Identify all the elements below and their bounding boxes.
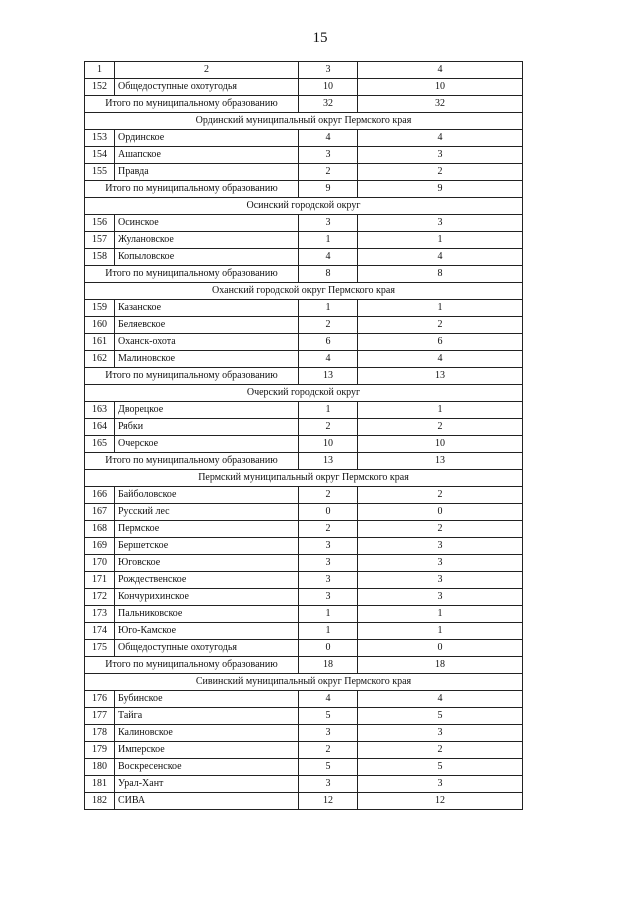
hunting-ground-name: Общедоступные охотугодья: [115, 79, 299, 96]
value-column-3: 4: [299, 249, 358, 266]
municipality-name: Сивинский муниципальный округ Пермского края: [85, 674, 523, 691]
value-column-3: 1: [299, 623, 358, 640]
value-column-4: 3: [358, 725, 523, 742]
total-column-3: 13: [299, 368, 358, 385]
row-number: 172: [85, 589, 115, 606]
hunting-ground-name: Пальниковское: [115, 606, 299, 623]
value-column-3: 1: [299, 300, 358, 317]
hunting-ground-name: Жулановское: [115, 232, 299, 249]
row-number: 168: [85, 521, 115, 538]
table-row: [85, 351, 523, 368]
hunting-ground-name: Ашапское: [115, 147, 299, 164]
value-column-3: 2: [299, 419, 358, 436]
hunting-ground-name: Копыловское: [115, 249, 299, 266]
table-row: [85, 521, 523, 538]
row-number: 173: [85, 606, 115, 623]
hunting-ground-name: Оханск-охота: [115, 334, 299, 351]
hunting-ground-name: Малиновское: [115, 351, 299, 368]
table-row: [85, 640, 523, 657]
row-number: 178: [85, 725, 115, 742]
row-number: 163: [85, 402, 115, 419]
row-number: 170: [85, 555, 115, 572]
total-label: Итого по муниципальному образованию: [85, 368, 299, 385]
row-number: 165: [85, 436, 115, 453]
value-column-4: 3: [358, 147, 523, 164]
table-row: [85, 215, 523, 232]
total-label: Итого по муниципальному образованию: [85, 181, 299, 198]
table-row: [85, 793, 523, 810]
hunting-ground-name: Кончурихинское: [115, 589, 299, 606]
value-column-3: 5: [299, 759, 358, 776]
value-column-4: 4: [358, 691, 523, 708]
row-number: 171: [85, 572, 115, 589]
row-number: 152: [85, 79, 115, 96]
value-column-3: 4: [299, 691, 358, 708]
total-column-4: 13: [358, 453, 523, 470]
value-column-3: 3: [299, 572, 358, 589]
page-number: 15: [312, 30, 328, 46]
hunting-ground-name: Рябки: [115, 419, 299, 436]
table-row: [85, 759, 523, 776]
row-number: 158: [85, 249, 115, 266]
row-number: 153: [85, 130, 115, 147]
table-row: [85, 555, 523, 572]
row-number: 181: [85, 776, 115, 793]
total-label: Итого по муниципальному образованию: [85, 96, 299, 113]
table-row: [85, 776, 523, 793]
hunting-ground-name: Общедоступные охотугодья: [115, 640, 299, 657]
row-number: 174: [85, 623, 115, 640]
value-column-4: 3: [358, 572, 523, 589]
section-header-row: [85, 198, 523, 215]
value-column-4: 3: [358, 776, 523, 793]
column-number: 4: [358, 62, 523, 79]
total-row: [85, 657, 523, 674]
table-row: [85, 436, 523, 453]
value-column-3: 10: [299, 436, 358, 453]
total-column-4: 8: [358, 266, 523, 283]
section-header-row: [85, 283, 523, 300]
total-row: [85, 266, 523, 283]
value-column-4: 5: [358, 759, 523, 776]
value-column-4: 6: [358, 334, 523, 351]
table-row: [85, 232, 523, 249]
hunting-ground-name: Очерское: [115, 436, 299, 453]
value-column-4: 1: [358, 300, 523, 317]
table-row: [85, 147, 523, 164]
value-column-4: 4: [358, 351, 523, 368]
table-row: [85, 589, 523, 606]
hunting-ground-name: Осинское: [115, 215, 299, 232]
table-row: [85, 538, 523, 555]
row-number: 161: [85, 334, 115, 351]
row-number: 160: [85, 317, 115, 334]
total-row: [85, 453, 523, 470]
value-column-3: 3: [299, 555, 358, 572]
table-row: [85, 504, 523, 521]
total-column-3: 8: [299, 266, 358, 283]
hunting-ground-name: Воскресенское: [115, 759, 299, 776]
value-column-4: 2: [358, 317, 523, 334]
total-label: Итого по муниципальному образованию: [85, 657, 299, 674]
table-row: [85, 402, 523, 419]
row-number: 159: [85, 300, 115, 317]
municipality-name: Пермский муниципальный округ Пермского края: [85, 470, 523, 487]
table-row: [85, 334, 523, 351]
value-column-4: 2: [358, 419, 523, 436]
value-column-3: 4: [299, 130, 358, 147]
column-number-row: [85, 62, 523, 79]
table-row: [85, 487, 523, 504]
table-row: [85, 742, 523, 759]
value-column-3: 6: [299, 334, 358, 351]
section-header-row: [85, 385, 523, 402]
hunting-ground-name: Беляевское: [115, 317, 299, 334]
value-column-3: 2: [299, 521, 358, 538]
row-number: 167: [85, 504, 115, 521]
table-row: [85, 249, 523, 266]
value-column-3: 3: [299, 538, 358, 555]
total-label: Итого по муниципальному образованию: [85, 266, 299, 283]
value-column-4: 5: [358, 708, 523, 725]
table-row: [85, 419, 523, 436]
table-body: [85, 79, 523, 810]
hunting-ground-name: Байболовское: [115, 487, 299, 504]
value-column-4: 3: [358, 555, 523, 572]
table-row: [85, 725, 523, 742]
value-column-3: 3: [299, 725, 358, 742]
value-column-3: 1: [299, 232, 358, 249]
total-column-4: 9: [358, 181, 523, 198]
value-column-4: 2: [358, 742, 523, 759]
value-column-3: 4: [299, 351, 358, 368]
value-column-4: 2: [358, 164, 523, 181]
value-column-4: 3: [358, 538, 523, 555]
total-column-4: 18: [358, 657, 523, 674]
row-number: 164: [85, 419, 115, 436]
table-row: [85, 572, 523, 589]
value-column-3: 2: [299, 317, 358, 334]
total-row: [85, 181, 523, 198]
total-column-4: 13: [358, 368, 523, 385]
row-number: 175: [85, 640, 115, 657]
value-column-3: 3: [299, 776, 358, 793]
value-column-3: 12: [299, 793, 358, 810]
value-column-4: 10: [358, 436, 523, 453]
row-number: 177: [85, 708, 115, 725]
row-number: 157: [85, 232, 115, 249]
column-number: 3: [299, 62, 358, 79]
value-column-3: 10: [299, 79, 358, 96]
table-row: [85, 79, 523, 96]
table-row: [85, 708, 523, 725]
section-header-row: [85, 674, 523, 691]
value-column-4: 0: [358, 504, 523, 521]
hunting-ground-name: Пермское: [115, 521, 299, 538]
hunting-ground-name: Рождественское: [115, 572, 299, 589]
table-row: [85, 300, 523, 317]
total-column-3: 32: [299, 96, 358, 113]
total-column-3: 9: [299, 181, 358, 198]
row-number: 176: [85, 691, 115, 708]
value-column-3: 3: [299, 589, 358, 606]
value-column-4: 12: [358, 793, 523, 810]
value-column-3: 0: [299, 504, 358, 521]
value-column-4: 3: [358, 215, 523, 232]
value-column-3: 0: [299, 640, 358, 657]
total-column-3: 18: [299, 657, 358, 674]
total-column-3: 13: [299, 453, 358, 470]
hunting-grounds-table: [84, 61, 523, 810]
hunting-ground-name: Юговское: [115, 555, 299, 572]
value-column-3: 3: [299, 147, 358, 164]
value-column-4: 3: [358, 589, 523, 606]
total-column-4: 32: [358, 96, 523, 113]
hunting-ground-name: СИВА: [115, 793, 299, 810]
value-column-3: 2: [299, 742, 358, 759]
value-column-4: 1: [358, 606, 523, 623]
hunting-ground-name: Урал-Хант: [115, 776, 299, 793]
hunting-ground-name: Имперское: [115, 742, 299, 759]
value-column-3: 3: [299, 215, 358, 232]
section-header-row: [85, 470, 523, 487]
table-row: [85, 623, 523, 640]
row-number: 162: [85, 351, 115, 368]
row-number: 180: [85, 759, 115, 776]
row-number: 169: [85, 538, 115, 555]
table-row: [85, 606, 523, 623]
value-column-4: 1: [358, 623, 523, 640]
value-column-4: 2: [358, 521, 523, 538]
table-row: [85, 691, 523, 708]
row-number: 155: [85, 164, 115, 181]
value-column-3: 5: [299, 708, 358, 725]
hunting-ground-name: Бубинское: [115, 691, 299, 708]
hunting-ground-name: Тайга: [115, 708, 299, 725]
hunting-ground-name: Русский лес: [115, 504, 299, 521]
row-number: 156: [85, 215, 115, 232]
total-row: [85, 96, 523, 113]
total-label: Итого по муниципальному образованию: [85, 453, 299, 470]
municipality-name: Оханский городской округ Пермского края: [85, 283, 523, 300]
value-column-3: 1: [299, 606, 358, 623]
row-number: 179: [85, 742, 115, 759]
hunting-ground-name: Правда: [115, 164, 299, 181]
row-number: 166: [85, 487, 115, 504]
row-number: 154: [85, 147, 115, 164]
hunting-ground-name: Казанское: [115, 300, 299, 317]
value-column-4: 2: [358, 487, 523, 504]
municipality-name: Осинский городской округ: [85, 198, 523, 215]
column-number: 2: [115, 62, 299, 79]
value-column-4: 4: [358, 249, 523, 266]
value-column-3: 1: [299, 402, 358, 419]
municipality-name: Ординский муниципальный округ Пермского края: [85, 113, 523, 130]
column-number: 1: [85, 62, 115, 79]
total-row: [85, 368, 523, 385]
value-column-4: 1: [358, 402, 523, 419]
value-column-4: 10: [358, 79, 523, 96]
hunting-ground-name: Калиновское: [115, 725, 299, 742]
value-column-4: 1: [358, 232, 523, 249]
row-number: 182: [85, 793, 115, 810]
hunting-ground-name: Ординское: [115, 130, 299, 147]
value-column-3: 2: [299, 487, 358, 504]
section-header-row: [85, 113, 523, 130]
value-column-4: 0: [358, 640, 523, 657]
hunting-ground-name: Юго-Камское: [115, 623, 299, 640]
value-column-4: 4: [358, 130, 523, 147]
table-row: [85, 317, 523, 334]
municipality-name: Очерский городской округ: [85, 385, 523, 402]
hunting-ground-name: Дворецкое: [115, 402, 299, 419]
table-row: [85, 130, 523, 147]
value-column-3: 2: [299, 164, 358, 181]
table-row: [85, 164, 523, 181]
hunting-ground-name: Бершетское: [115, 538, 299, 555]
